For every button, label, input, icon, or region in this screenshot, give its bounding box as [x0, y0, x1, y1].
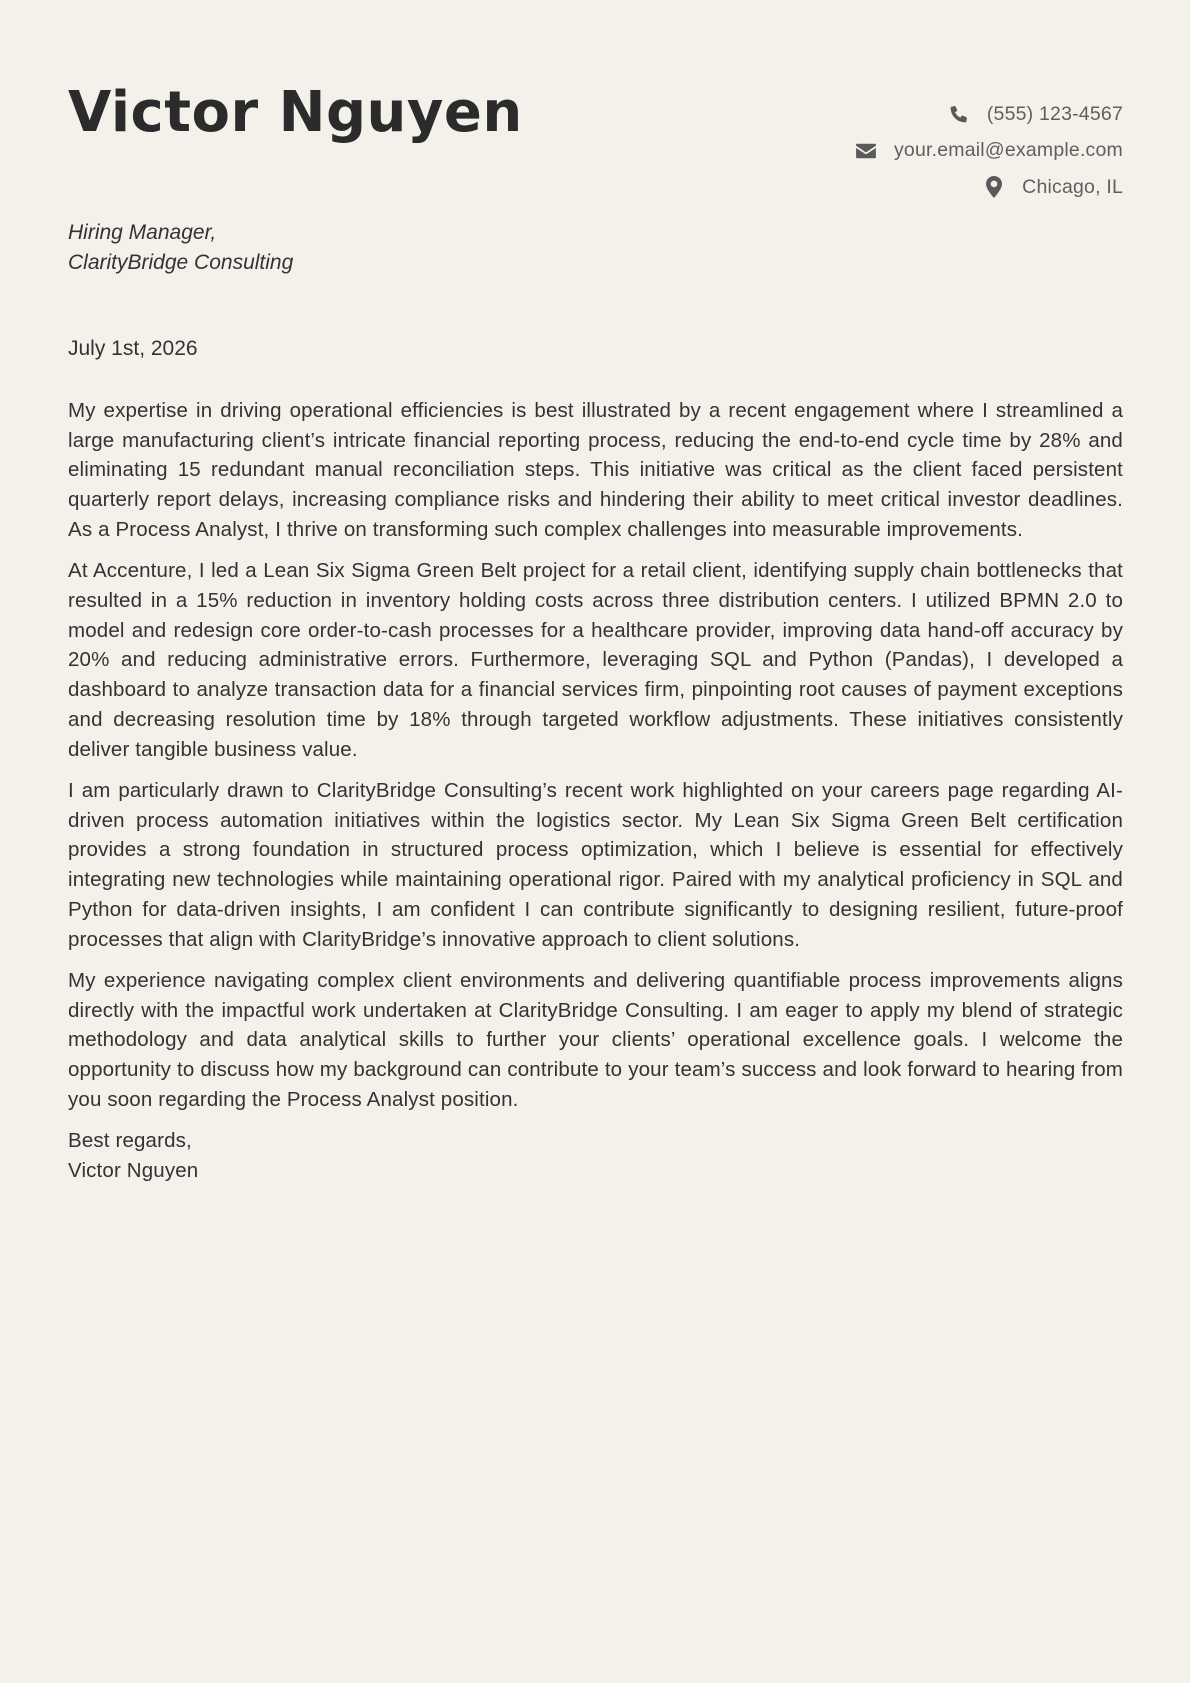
contact-phone-row	[854, 96, 1123, 133]
recipient-block	[68, 218, 293, 278]
body-paragraph: I am particularly drawn to ClarityBridge Consulting’s recent work highlighted on your careers page regarding AI-driven process automation initiatives within the logistics sector. My Lean Six Sigma Green Belt certification provides a strong foundation in structured process optimization, which I believe is essential for effectively integrating new technologies while maintaining operational rigor. Paired with my analytical proficiency in SQL and Python for data-driven insights, I am confident I can contribute significantly to designing resilient, future-proof processes that align with ClarityBridge’s innovative approach to client solutions.	[68, 779, 1123, 951]
body-paragraph: My expertise in driving operational efficiencies is best illustrated by a recent engagement where I streamlined a large manufacturing client’s intricate financial reporting process, reducing the end-to-end cycle time by 28% and eliminating 15 redundant manual reconciliation steps. This initiative was critical as the client faced persistent quarterly report delays, increasing compliance risks and hindering their ability to meet critical investor deadlines. As a Process Analyst, I thrive on transforming such complex challenges into measurable improvements.	[68, 399, 1123, 541]
closing-salutation: Best regards,	[68, 1129, 192, 1153]
body-paragraph: My experience navigating complex client environments and delivering quantifiable process improvements aligns directly with the impactful work undertaken at ClarityBridge Consulting. I am eager to apply my blend of strategic methodology and data analytical skills to further your clients’ operational excellence goals. I welcome the opportunity to discuss how my background can contribute to your team’s success and look forward to hearing from you soon regarding the Process Analyst position.	[68, 969, 1123, 1111]
envelope-icon	[854, 140, 878, 162]
contact-block	[854, 96, 1123, 206]
closing-signature: Victor Nguyen	[68, 1159, 199, 1183]
contact-email-row	[854, 133, 1123, 170]
letter-body	[68, 396, 1123, 1186]
map-marker-icon	[982, 176, 1006, 198]
recipient-company: ClarityBridge Consulting	[68, 251, 294, 274]
phone-number: (555) 123-4567	[986, 102, 1123, 125]
recipient-title: Hiring Manager,	[68, 221, 217, 244]
email-address: your.email@example.com	[893, 139, 1123, 162]
location-text: Chicago, IL	[1022, 175, 1123, 198]
body-paragraph: At Accenture, I led a Lean Six Sigma Green Belt project for a retail client, identifying supply chain bottlenecks that resulted in a 15% reduction in inventory holding costs across three distribution centers. I utilized BPMN 2.0 to model and redesign core order-to-cash processes for a healthcare provider, improving data hand-off accuracy by 20% and reducing administrative errors. Furthermore, leveraging SQL and Python (Pandas), I developed a dashboard to analyze transaction data for a financial services firm, pinpointing root causes of payment exceptions and decreasing resolution time by 18% through targeted workflow adjustments. These initiatives consistently deliver tangible business value.	[68, 559, 1123, 761]
letter-closing	[68, 1126, 1123, 1185]
applicant-name: Victor Nguyen	[68, 80, 523, 145]
cover-letter-page	[68, 0, 1123, 1683]
letter-header	[68, 0, 1123, 210]
contact-location-row	[854, 169, 1123, 206]
phone-icon	[947, 103, 971, 125]
letter-date: July 1st, 2026	[68, 337, 198, 360]
